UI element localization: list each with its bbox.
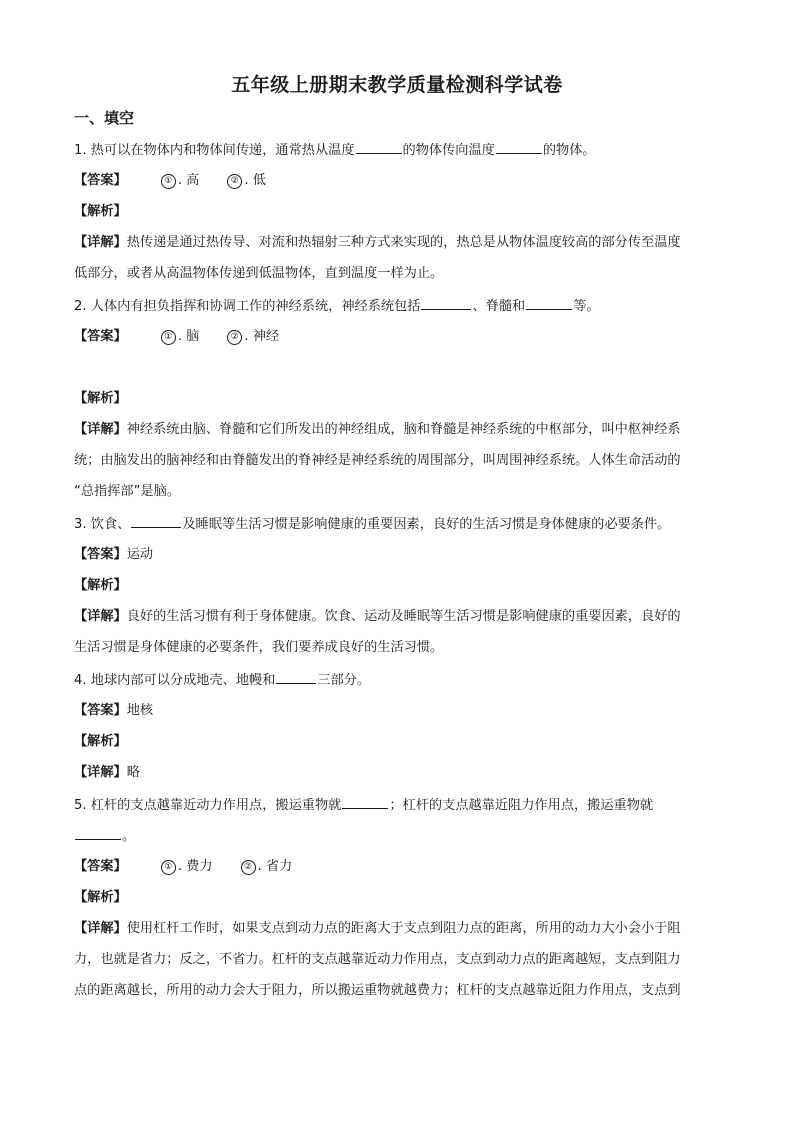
analysis-label: 【解析】 — [74, 204, 127, 219]
section-heading: 一、填空 — [74, 109, 135, 127]
detail-5-line-3: 点的距离越长，所用的动力会大于阻力，所以搬运重物就越费力；杠杆的支点越靠近阻力作用点，支点到 — [74, 983, 681, 998]
analysis-label: 【解析】 — [74, 734, 127, 749]
detail-3-line-1: 【详解】良好的生活习惯有利于身体健康。饮食、运动及睡眠等生活习惯是影响健康的重要因素，良好的 — [74, 609, 681, 624]
answer-blank — [526, 296, 572, 310]
detail-1-line-2: 低部分，或者从高温物体传递到低温物体，直到温度一样为止。 — [74, 266, 444, 281]
answer-1: 【答案】 ① . 高 ② . 低 — [74, 173, 266, 188]
analysis-label: 【解析】 — [74, 578, 127, 593]
answer-5: 【答案】 ① . 费力 ② . 省力 — [74, 859, 293, 874]
question-4: 4. 地球内部可以分成地壳、地幔和 三部分。 — [74, 670, 724, 691]
answer-blank — [276, 670, 316, 684]
answer-3: 【答案】运动 — [74, 547, 154, 562]
analysis-label: 【解析】 — [74, 391, 127, 406]
answer-label: 【答案】 — [74, 859, 127, 874]
answer-label: 【答案】 — [74, 173, 127, 188]
answer-blank — [342, 795, 388, 809]
answer-blank — [131, 514, 181, 528]
circled-number: ① — [161, 860, 176, 875]
answer-blank — [496, 140, 542, 154]
circled-number: ① — [161, 330, 176, 345]
detail-3-line-2: 生活习惯是身体健康的必要条件，我们要养成良好的生活习惯。 — [74, 640, 444, 655]
detail-2-line-2: 统；由脑发出的脑神经和由脊髓发出的脊神经是神经系统的周围部分，叫周围神经系统。人体生命活动的 — [74, 453, 681, 468]
detail-1-line-1: 【详解】热传递是通过热传导、对流和热辐射三种方式来实现的，热总是从物体温度较高的部分传至温度 — [74, 235, 681, 250]
answer-blank — [421, 296, 471, 310]
answer-2: 【答案】 ① . 脑 ② . 神经 — [74, 329, 280, 344]
detail-5-line-2: 力，也就是省力；反之，不省力。杠杆的支点越靠近动力作用点，支点到动力点的距离越短，支点到阻力 — [74, 952, 681, 967]
detail-5-line-1: 【详解】使用杠杆工作时，如果支点到动力点的距离大于支点到阻力点的距离，所用的动力大小会小于阻 — [74, 921, 681, 936]
answer-label: 【答案】 — [74, 329, 127, 344]
question-3: 3. 饮食、 及睡眠等生活习惯是影响健康的重要因素，良好的生活习惯是身体健康的必要条件。 — [74, 514, 724, 535]
question-5-cont: 。 — [74, 826, 724, 847]
page-title: 五年级上册期末教学质量检测科学试卷 — [231, 74, 563, 96]
analysis-label: 【解析】 — [74, 890, 127, 905]
question-2: 2. 人体内有担负指挥和协调工作的神经系统，神经系统包括 、脊髓和 等。 — [74, 296, 724, 317]
detail-4: 【详解】略 — [74, 765, 140, 780]
answer-4: 【答案】地核 — [74, 703, 154, 718]
circled-number: ① — [161, 174, 176, 189]
detail-2-line-1: 【详解】神经系统由脑、脊髓和它们所发出的神经组成，脑和脊髓是神经系统的中枢部分，叫中枢神经系 — [74, 422, 681, 437]
answer-blank — [75, 826, 121, 840]
circled-number: ② — [241, 860, 256, 875]
circled-number: ② — [227, 330, 242, 345]
question-1: 1. 热可以在物体内和物体间传递，通常热从温度 的物体传向温度 的物体。 — [74, 140, 724, 161]
question-5: 5. 杠杆的支点越靠近动力作用点，搬运重物就 ；杠杆的支点越靠近阻力作用点，搬运重物就 — [74, 795, 724, 816]
circled-number: ② — [227, 174, 242, 189]
answer-blank — [356, 140, 402, 154]
detail-2-line-3: “总指挥部”是脑。 — [74, 484, 180, 499]
